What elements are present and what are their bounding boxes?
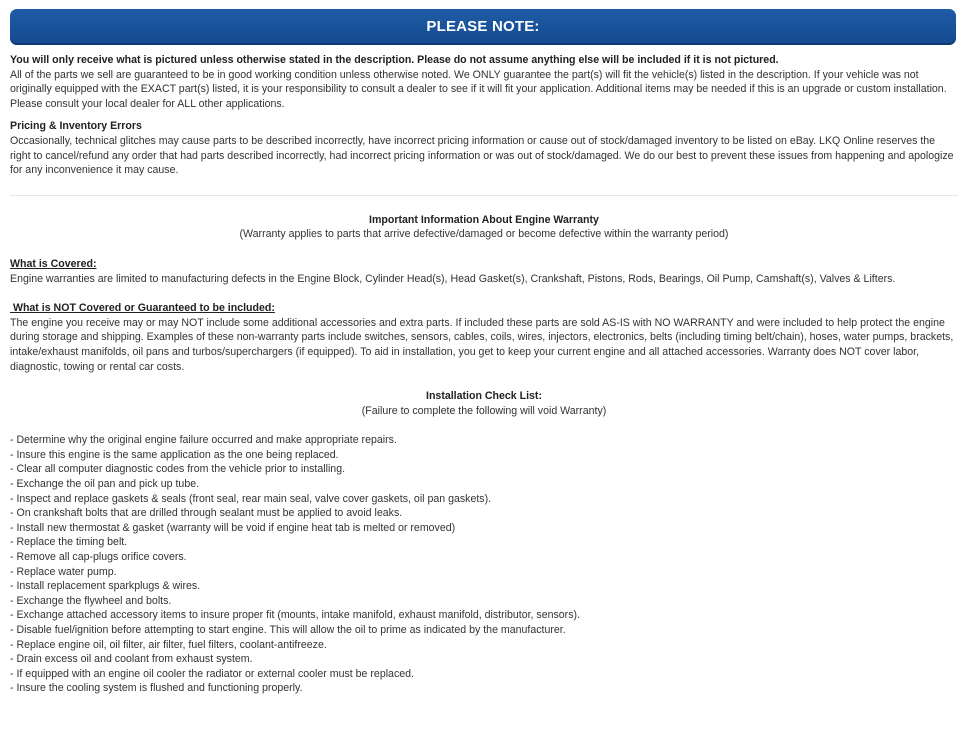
list-item: - Replace the timing belt. [10, 536, 128, 549]
please-note-banner: PLEASE NOTE: [10, 9, 956, 45]
list-item: - Exchange the flywheel and bolts. [10, 594, 172, 607]
list-item: - Determine why the original engine failure occurred and make appropriate repairs. [10, 434, 397, 447]
checklist-section [10, 389, 958, 696]
list-item: - Clear all computer diagnostic codes from the vehicle prior to installing. [10, 463, 346, 476]
warranty-subtitle: (Warranty applies to parts that arrive defective/damaged or become defective within the warranty period) [239, 228, 729, 241]
list-item: - Install replacement sparkplugs & wires. [10, 580, 201, 593]
notice-section [10, 53, 958, 111]
warranty-title: Important Information About Engine Warranty [369, 213, 599, 226]
section-divider [10, 195, 958, 196]
list-item: - Replace engine oil, oil filter, air filter, fuel filters, coolant-antifreeze. [10, 638, 327, 651]
pricing-heading: Pricing & Inventory Errors [10, 120, 142, 133]
pricing-text: Occasionally, technical glitches may cause parts to be described incorrectly, have incorrect pricing information or cause out of stock/damaged inventory to be listed on eBay. LKQ Online reserves the right to cancel/refund any order that had parts described incorrectly, had incorrect pricing information or was out of stock/damaged. We do our best to prevent these issues from happening and apologize for any inconvenience it may cause. [10, 134, 954, 177]
notice-bold-line: You will only receive what is pictured unless otherwise stated in the description. Please do not assume anything else will be included if it is not pictured. [10, 54, 779, 66]
list-item: - Replace water pump. [10, 565, 117, 578]
notice-text: All of the parts we sell are guaranteed to be in good working condition unless otherwise noted. We ONLY guarantee the part(s) will fit the vehicle(s) listed in the description. If your vehicle was not originally equipped with the EXACT part(s) listed, it is your responsibility to consult a dealer to see if it will fit your application. Additional items may be needed if this is an upgrade or custom installation. Please consult your local dealer for ALL other applications. [10, 68, 947, 110]
checklist-items [10, 433, 958, 696]
list-item: - Exchange attached accessory items to insure proper fit (mounts, intake manifold, exhaust manifold, distributor, sensors). [10, 609, 580, 622]
covered-heading: What is Covered: [10, 257, 97, 270]
list-item: - Inspect and replace gaskets & seals (front seal, rear main seal, valve cover gaskets, oil pan gaskets). [10, 492, 492, 505]
list-item: - If equipped with an engine oil cooler the radiator or external cooler must be replaced. [10, 667, 414, 680]
listing-notice-page [0, 9, 970, 736]
list-item: - Disable fuel/ignition before attempting to start engine. This will allow the oil to prime as indicated by the manufacturer. [10, 624, 566, 636]
not-covered-section [10, 301, 958, 374]
checklist-subtitle: (Failure to complete the following will void Warranty) [361, 404, 607, 417]
pricing-section [10, 119, 958, 177]
not-covered-heading: What is NOT Covered or Guaranteed to be included: [10, 302, 275, 315]
list-item: - Insure the cooling system is flushed and functioning properly. [10, 682, 303, 695]
covered-text: Engine warranties are limited to manufacturing defects in the Engine Block, Cylinder Head(s), Head Gasket(s), Crankshaft, Pistons, Rods, Bearings, Oil Pump, Camshaft(s), Valves & Lifters. [10, 272, 896, 285]
not-covered-text: The engine you receive may or may NOT include some additional accessories and extra parts. If included these parts are sold AS-IS with NO WARRANTY and were included to help protect the engine during storage and shipping. Examples of these non-warranty parts include switches, sensors, cables, coils, wires, injectors, electronics, belts (including timing belt/chain), hoses, water pumps, brackets, intake/exhaust manifolds, oil pans and turbos/superchargers (if equipped). To aid in installation, you get to keep your current engine and all attached accessories. Warranty does NOT cover labor, diagnostic, towing or rental car costs. [10, 316, 954, 373]
list-item: - Exchange the oil pan and pick up tube. [10, 478, 200, 491]
list-item: - Insure this engine is the same application as the one being replaced. [10, 448, 339, 461]
list-item: - Drain excess oil and coolant from exhaust system. [10, 653, 253, 666]
warranty-section [10, 213, 958, 374]
covered-section [10, 257, 958, 286]
list-item: - On crankshaft bolts that are drilled through sealant must be applied to avoid leaks. [10, 507, 403, 520]
list-item: - Install new thermostat & gasket (warranty will be void if engine heat tab is melted or removed) [10, 521, 456, 534]
checklist-title: Installation Check List: [426, 390, 542, 403]
list-item: - Remove all cap-plugs orifice covers. [10, 551, 187, 564]
